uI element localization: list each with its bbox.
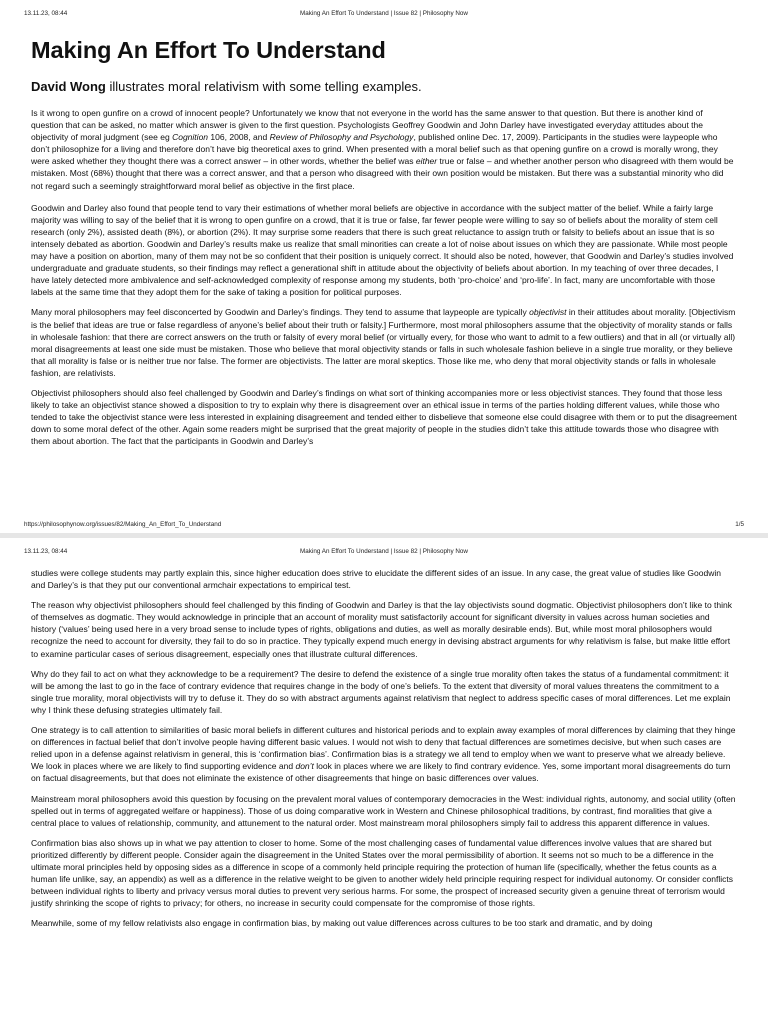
print-page-number: 1/5 — [735, 521, 744, 528]
author-name[interactable]: David Wong — [31, 79, 106, 94]
print-header — [0, 548, 768, 560]
print-page-2 — [0, 538, 768, 1024]
article-body — [31, 107, 737, 455]
paragraph-3: Many moral philosophers may feel disconcerted by Goodwin and Darley’s findings. They tend to assume that laypeople are typically objectivist in their attitudes about morality. [Objectivism is the belief that ideas are true or false regardless of anyone’s belief about their truth or falsity.] Furthermore, most moral philosophers assume that the objectivity of morality stands or falls in wholesale fashion: that there are correct answers on the truth or falsity of every moral belief (or virtually every, for those who want to admit to a few outliers) and that in all (or virtually all) moral disagreements at least one side must be mistaken. Those who believe that moral objectivity stands or falls in such wholesale fashion believe in a single true morality, or they believe that all morality is false or is neither true nor false. The former are objectivists. The latter are moral skeptics. Those like me, who deny that moral objectivity stands or falls in wholesale fashion, are relativists. — [31, 307, 736, 378]
paragraph-4-continued: studies were college students may partly explain this, since higher education does strive to elucidate the different sides of an issue. In any case, the great value of studies like Goodwin and Darley’s is that they put our conventional armchair expectations to empirical test. — [31, 568, 722, 591]
journal-title: Cognition — [172, 132, 209, 143]
paragraph-8: Mainstream moral philosophers avoid this question by focusing on the prevalent moral values of contemporary democracies in the West: individual rights, autonomy, and social utility (often spelled out in terms of aggregated welfare or happiness). Those of us doing comparative work in Western and Chinese philosophical traditions, by contrast, find moralities that give a central place to values of relationship, community, and attunement to the natural order. Most mainstream moral philosophers simply fail to address this apparent difference in values. — [31, 793, 736, 828]
print-page-title: Making An Effort To Understand | Issue 82 | Philosophy Now — [300, 10, 468, 17]
journal-title: Review of Philosophy and Psychology — [269, 132, 414, 143]
paragraph-7: One strategy is to call attention to similarities of basic moral beliefs in different cultures and historical periods and to explain away examples of moral differences by claiming that they hinge on differences in factual belief that don’t involve people having different basic values. I would not wish to deny that factual differences are sometimes decisive, but when such cases are relied upon in a defense against relativism in general, this is ‘confirmation bias’. Confirmation bias is a strategy we all tend to employ when we want to preserve what we already believe. We look in places where we are likely to find supporting evidence and don’t look in places where we are likely to find contrary evidence. Yes, some important moral disagreements do turn on factual disagreements, but that does not eliminate the existence of other disagreements that hinge on basic differences over values. — [31, 725, 736, 784]
emphasis: don’t — [295, 761, 314, 772]
article-body — [31, 567, 737, 937]
paragraph-9: Confirmation bias also shows up in what we pay attention to closer to home. Some of the most challenging cases of fundamental value differences involve values that are shared but prioritized differently by different people. Consider again the disagreement in the United States over the moral permissibility of abortion. It seems not so much to be a difference in the ultimate moral principles held by opposing sides as a difference in scope of a commonly held principle requiring the protection of human life (specifically, whether the fetus counts as a human life unlike, say, an appendix) as well as a difference in the relative weight to be given to another widely held principle requiring respect for individual autonomy. Or consider conflicts between individual rights to liberty and privacy versus moral duties to prevent very serious harms. For some, the prospect of increased security given a genuine threat of terrorism would justify shrinking the scope of rights to privacy; for others, no increase in security could compensate for the compromise of those rights. — [31, 837, 733, 909]
emphasis: either — [415, 156, 438, 167]
standfirst-text: illustrates moral relativism with some telling examples. — [105, 79, 422, 94]
print-footer — [0, 521, 768, 533]
paragraph-1: Is it wrong to open gunfire on a crowd of innocent people? Unfortunately we know that not everyone in the world has the same answer to that question. But there is another kind of question that can be asked, no matter which answer is given to the first question. Psychologists Geoffrey Goodwin and John Darley have investigated everyday attitudes about the objectivity of moral judgment (see eg Cognition 106, 2008, and Review of Philosophy and Psychology, published online Dec. 17, 2009). Participants in the studies were laypeople who don’t philosophize for a living and therefore don’t have big theoretical axes to grind. When presented with a moral belief such as that opening gunfire on a crowd is morally wrong, they were asked whether they thought there was a correct answer – in other words, whether the belief was either true or false – and whether another person who disagreed with them would be mistaken. Most (68%) thought that there was a correct answer, and that a person who disagreed with their own position would be mistaken. But there was a substantial minority who did not regard such a seemingly straightforward moral belief as objective in the first place. — [31, 108, 734, 191]
paragraph-10: Meanwhile, some of my fellow relativists also engage in confirmation bias, by making out value differences across cultures to be too stark and dramatic, and by doing — [31, 918, 653, 929]
print-header — [0, 10, 768, 22]
print-date: 13.11.23, 08:44 — [24, 10, 68, 17]
paragraph-4: Objectivist philosophers should also feel challenged by Goodwin and Darley’s findings on what sort of thinking accompanies more or less objectivist stances. They found that those less likely to take an objectivist stance showed a disposition to try to explain why there is disagreement over an ethical issue in terms of the parties holding different values, while those who tended to take the objectivist stance were less interested in explaining disagreement and tended either to disbelieve that someone else could disagree with them or to put the disagreement down to some moral defect of the other. Again some readers might be surprised that the great majority of people in the studies didn’t take this attitude towards those who disagree with them about abortion. The fact that the participants in Goodwin and Darley’s — [31, 387, 737, 447]
print-url[interactable]: https://philosophynow.org/issues/82/Making_An_Effort_To_Understand — [24, 521, 222, 528]
emphasis: objectivist — [529, 307, 567, 318]
article-title: Making An Effort To Understand — [31, 37, 386, 63]
print-date: 13.11.23, 08:44 — [24, 548, 68, 555]
paragraph-6: Why do they fail to act on what they acknowledge to be a requirement? The desire to defend the existence of a single true morality often takes the status of a fundamental commitment: it will be among the last to go in the face of contrary evidence that requires change in the body of one’s beliefs. To the extent that diversity of moral values threatens the commitment to a single true morality, moral objectivists will try to defuse it. They do so with abstract arguments against relativism that neglect to address specific cases of moral differences. Let me explain why I think these defusing strategies ultimately fail. — [31, 668, 731, 715]
article-standfirst — [31, 79, 422, 94]
paragraph-2: Goodwin and Darley also found that people tend to vary their estimations of whether moral beliefs are objective in accordance with the subject matter of the belief. While a fairly large majority was willing to say of the belief that it is wrong to open gunfire on a crowd, that it is true or false, far fewer people were willing to say so of beliefs about the morality of stem cell research (only 2%), assisted death (8%), or abortion (2%). It may surprise some readers that there is such great reluctance to assign truth or falsity to beliefs about an issue that is so intensely debated as abortion. Goodwin and Darley’s results make us realize that small minorities can create a lot of noise about issues on which they are passionate. While most people may have a position on abortion, many of them may not be so confident that their position is uniquely correct. It should also be noted, however, that Goodwin and Darley’s studies involved undergraduate and graduate students, so their findings may reflect a generational shift in attitude about the objectivity of beliefs about abortion. In my teaching of over three decades, I have lately detected more ambivalence and self-acknowledged complexity of response among my students, both ‘pro-choice’ and ‘pro-life’. In fact, many are uncomfortable with those labels at the same time that they adopt them for the sake of taking a position for political purposes. — [31, 202, 734, 298]
paragraph-5: The reason why objectivist philosophers should feel challenged by this finding of Goodwin and Darley is that the lay objectivists sound dogmatic. Objectivist philosophers don’t like to think of themselves as dogmatic. They would acknowledge in principle that an account of morality must satisfactorily account for significant diversity in values across human societies and history (‘values’ being used here in a very broad sense to include types of rights, obligations and duties, as well as morally desirable ends). But, while most moral philosophers would recognize the need to account for diversity, they fail to do so in practice. They typically expend much energy in devising abstract arguments for why relativism is false, but make little effort to examine particular cases of serious disagreement, especially ones that illustrate cultural differences. — [31, 600, 733, 659]
print-page-title: Making An Effort To Understand | Issue 82 | Philosophy Now — [300, 548, 468, 555]
